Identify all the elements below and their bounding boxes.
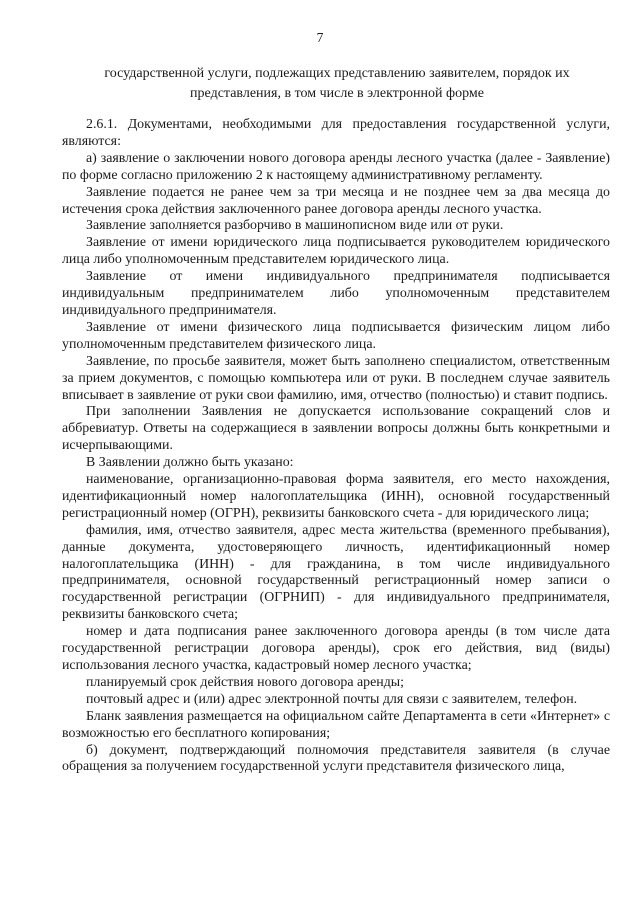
paragraph: почтовый адрес и (или) адрес электронной почты для связи с заявителем, телефон. — [86, 691, 578, 707]
section-heading: государственной услуги, подлежащих представлению заявителем, порядок их представления, в том числе в электронной форме — [104, 66, 570, 101]
paragraph: а) заявление о заключении нового договора аренды лесного участка (далее - Заявление) по форме согласно приложению 2 к настоящему административному регламенту. — [62, 150, 610, 183]
paragraph: 2.6.1. Документами, необходимыми для предоставления государственной услуги, являются: — [62, 117, 610, 149]
paragraph: При заполнении Заявления не допускается использование сокращений слов и аббревиатур. Ответы на содержащиеся в заявлении вопросы должны быть конкретными и исчерпывающими. — [62, 404, 610, 454]
paragraph: фамилия, имя, отчество заявителя, адрес места жительства (временного пребывания), данные документа, удостоверяющего личность, идентификационный номер налогоплательщика (ИНН) - для гражданина, в том числе индивидуального предпринимателя, основной государственный регистрационный номер записи о государственной регистрации (ОГРНИП) - для индивидуального предпринимателя, реквизиты банковского счета; — [62, 522, 610, 623]
paragraph: Заявление от имени юридического лица подписывается руководителем юридического лица либо уполномоченным представителем юридического лица. — [62, 235, 610, 268]
document-body — [62, 117, 610, 776]
paragraph: б) документ, подтверждающий полномочия представителя заявителя (в случае обращения за получением государственной услуги представителя физического лица, — [62, 742, 610, 775]
paragraph: наименование, организационно-правовая форма заявителя, его место нахождения, идентификационный номер налогоплательщика (ИНН), основной государственный регистрационный номер (ОГРН), реквизиты банковского счета - для юридического лица; — [62, 472, 610, 521]
paragraph: Заявление, по просьбе заявителя, может быть заполнено специалистом, ответственным за прием документов, с помощью компьютера или от руки. В последнем случае заявитель вписывает в заявление от руки свои фамилию, имя, отчество (полностью) и ставит подпись. — [62, 353, 610, 403]
paragraph: Заявление заполняется разборчиво в машинописном виде или от руки. — [86, 218, 504, 234]
paragraph: Заявление подается не ранее чем за три месяца и не позднее чем за два месяца до истечения срока действия заключенного ранее договора аренды лесного участка. — [62, 184, 610, 217]
paragraph: Заявление от имени физического лица подписывается физическим лицом либо уполномоченным представителем физического лица. — [62, 319, 610, 352]
paragraph: номер и дата подписания ранее заключенного договора аренды (в том числе дата государственной регистрации договора аренды), срок его действия, вид (виды) использования лесного участка, кадастровый номер лесного участка; — [62, 624, 610, 673]
page-number: 7 — [316, 30, 324, 45]
paragraph: планируемый срок действия нового договора аренды; — [86, 674, 404, 690]
paragraph: Бланк заявления размещается на официальном сайте Департамента в сети «Интернет» с возможностью его бесплатного копирования; — [62, 708, 610, 741]
paragraph: В Заявлении должно быть указано: — [86, 455, 294, 471]
paragraph: Заявление от имени индивидуального предпринимателя подписывается индивидуальным предпринимателем либо уполномоченным представителем индивидуального предпринимателя. — [62, 269, 610, 318]
